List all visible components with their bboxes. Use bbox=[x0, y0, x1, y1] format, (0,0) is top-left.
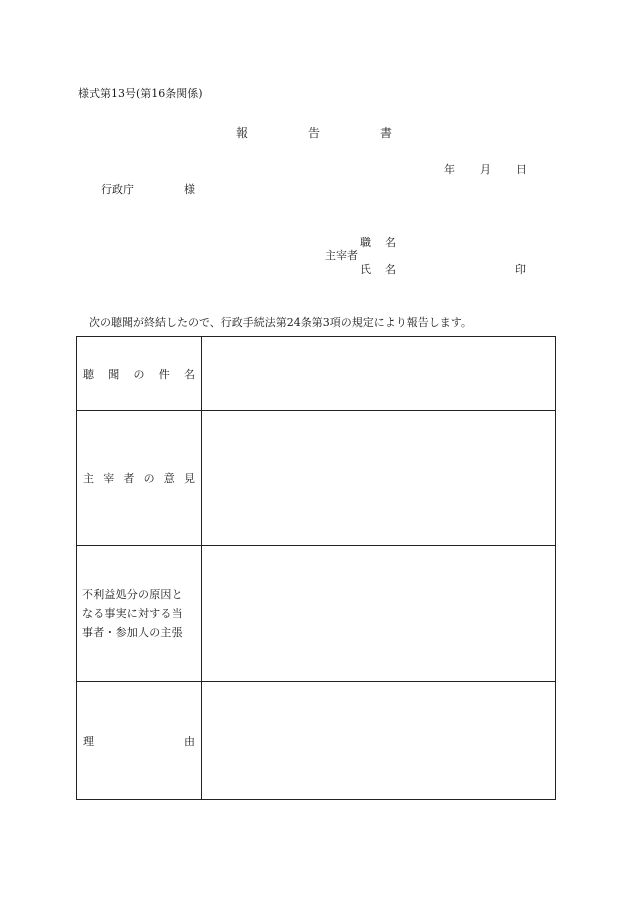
label-char: 由 bbox=[184, 734, 195, 748]
title-char: 告 bbox=[307, 126, 320, 140]
presider-name-label bbox=[360, 261, 396, 277]
label-line: 事者・参加人の主張 bbox=[82, 626, 183, 639]
position-label-char: 職 bbox=[360, 236, 371, 249]
label-char: 者 bbox=[123, 472, 135, 485]
presider-role: 主宰者 bbox=[325, 249, 358, 262]
label-char: 宰 bbox=[103, 472, 115, 485]
table-row bbox=[77, 682, 556, 800]
label-char: 名 bbox=[184, 367, 195, 381]
title-char: 書 bbox=[379, 126, 392, 140]
name-label-char: 名 bbox=[385, 263, 396, 276]
label-char: 件 bbox=[158, 367, 170, 381]
label-char: 意 bbox=[163, 472, 175, 485]
label-line: なる事実に対する当 bbox=[82, 607, 183, 620]
addressee-name: 行政庁 bbox=[101, 183, 134, 196]
label-char: 理 bbox=[83, 734, 94, 748]
date-year-label: 年 bbox=[444, 163, 455, 176]
label-char: の bbox=[133, 367, 145, 381]
reason-field[interactable] bbox=[202, 682, 556, 800]
label-char: 聴 bbox=[83, 367, 94, 381]
label-char: 見 bbox=[183, 472, 195, 485]
form-number: 様式第13号(第16条関係) bbox=[78, 87, 203, 100]
table-row bbox=[77, 546, 556, 682]
row-label-presider-opinion bbox=[77, 411, 202, 546]
label-char: の bbox=[143, 472, 155, 485]
date-month-label: 月 bbox=[480, 163, 491, 176]
table-row bbox=[77, 337, 556, 411]
document-title bbox=[236, 124, 392, 141]
table-row bbox=[77, 411, 556, 546]
name-label-char: 氏 bbox=[360, 263, 371, 276]
row-label-reason bbox=[77, 682, 202, 800]
position-label-char: 名 bbox=[385, 236, 396, 249]
hearing-title-field[interactable] bbox=[202, 337, 556, 411]
report-table bbox=[76, 336, 556, 800]
title-char: 報 bbox=[236, 126, 249, 140]
row-label-hearing-title bbox=[77, 337, 202, 411]
seal-mark: 印 bbox=[515, 263, 526, 276]
party-claims-field[interactable] bbox=[202, 546, 556, 682]
label-char: 聞 bbox=[108, 367, 120, 381]
addressee-honorific: 様 bbox=[184, 183, 195, 196]
intro-statement: 次の聴聞が終結したので、行政手続法第24条第3項の規定により報告します。 bbox=[89, 316, 472, 329]
date-day-label: 日 bbox=[516, 163, 527, 176]
presider-opinion-field[interactable] bbox=[202, 411, 556, 546]
label-char: 主 bbox=[83, 472, 94, 485]
presider-position-label bbox=[360, 234, 396, 250]
row-label-party-claims bbox=[77, 546, 202, 682]
label-line: 不利益処分の原因と bbox=[82, 588, 183, 601]
